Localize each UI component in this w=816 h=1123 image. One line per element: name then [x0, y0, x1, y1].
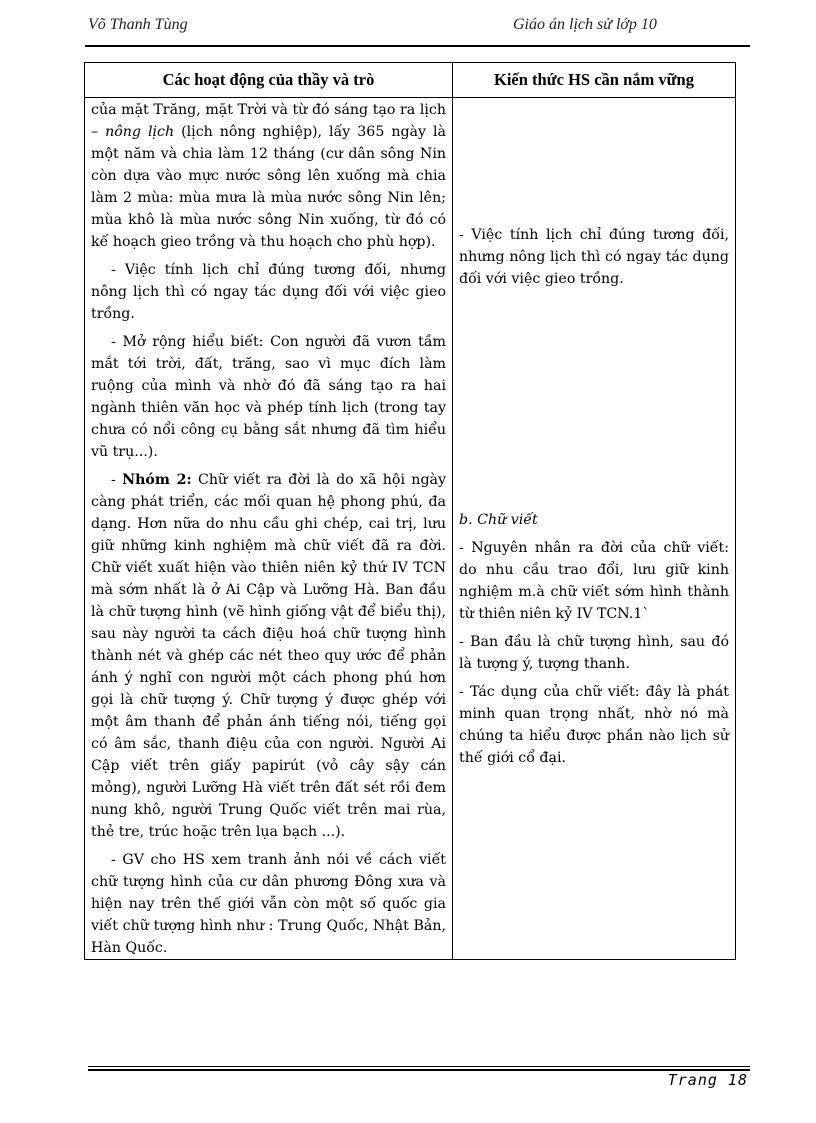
lesson-table	[84, 62, 736, 960]
col2-header: Kiến thức HS cần nắm vững	[453, 63, 736, 98]
teacher-activity-paragraph: - GV cho HS xem tranh ảnh nói về cách viết chữ tượng hình của cư dân phương Đông xưa và hiện nay trên thế giới vẫn còn một số quốc gia viết chữ tượng hình như : Trung Quốc, Nhật Bản, Hàn Quốc.	[91, 852, 446, 956]
header-subject: Giáo án lịch sử lớp 10	[513, 16, 657, 33]
nong-lich-term: nông lịch	[105, 124, 175, 140]
header-author: Võ Thanh Tùng	[88, 16, 188, 33]
knowledge-block-writing	[459, 509, 729, 769]
activities-cell	[85, 98, 453, 960]
text-span: -	[111, 472, 123, 488]
calendar-accuracy-paragraph: - Việc tính lịch chỉ đúng tương đối, nhưng nông lịch thì có ngay tác dụng đối với việc gieo trồng.	[91, 262, 446, 322]
text-span: Chữ viết ra đời là do xã hội ngày càng phát triển, các mối quan hệ phong phú, đa dạng. Hơn nữa do nhu cầu ghi chép, cai trị, lưu giữ những kinh nghiệm mà chữ viết đã ra đời. Chữ viết xuất hiện vào thiên niên kỷ thứ IV TCN mà sớm nhất là ở Ai Cập và Lưỡng Hà. Ban đầu là chữ tượng hình (vẽ hình giống vật để biểu thị), sau này người ta cách điệu hoá chữ tượng hình thành nét và ghép các nét theo quy ước để phản ánh ý nghĩ con người một cách phong phú hơn gọi là chữ tượng ý. Chữ tượng ý được ghép với một âm thanh để phản ánh tiếng nói, tiếng gọi có âm sắc, thanh điệu của con người. Người Ai Cập viết trên giấy papirút (vỏ cây sậy cán mỏng), người Lưỡng Hà viết trên đất sét rồi đem nung khô, người Trung Quốc viết trên mai rùa, thẻ tre, trúc hoặc trên lụa bạch ...).	[91, 472, 446, 840]
writing-origin: - Nguyên nhân ra đời của chữ viết: do nhu cầu trao đổi, lưu giữ kinh nghiệm m.à chữ viết sớm hình thành từ thiên niên kỷ IV TCN.1`	[459, 540, 729, 622]
knowledge-cell	[453, 98, 736, 960]
knowledge-block-calendar	[459, 224, 729, 290]
calendar-paragraph	[91, 99, 446, 253]
group-2-label: Nhóm 2:	[122, 472, 192, 488]
table-row	[85, 98, 736, 960]
table-header-row	[85, 63, 736, 98]
writing-types: - Ban đầu là chữ tượng hình, sau đó là tượng ý, tượng thanh.	[459, 634, 729, 672]
writing-effect: - Tác dụng của chữ viết: đây là phát minh quan trọng nhất, nhờ nó mà chúng ta hiểu được phần nào lịch sử thế giới cổ đại.	[459, 684, 729, 766]
col1-header: Các hoạt động của thầy và trò	[85, 63, 453, 98]
footer-rule	[88, 1066, 750, 1067]
group-2-paragraph	[91, 469, 446, 843]
footer-rule-thick	[88, 1069, 750, 1071]
page-number: Trang 18	[667, 1071, 748, 1089]
text-span: của mặt Trăng, mặt Trời và từ đó sáng tạo ra lịch –	[91, 102, 446, 140]
knowledge-calendar: - Việc tính lịch chỉ đúng tương đối, nhưng nông lịch thì có ngay tác dụng đối với việc gieo trồng.	[459, 227, 729, 287]
writing-heading: b. Chữ viết	[459, 512, 538, 528]
header-rule	[85, 45, 750, 47]
text-span: (lịch nông nghiệp), lấy 365 ngày là một năm và chia làm 12 tháng (cư dân sông Nin còn dựa vào mực nước sông lên xuống mà chia làm 2 mùa: mùa mưa là mùa nước sông Nin lên; mùa khô là mùa nước sông Nin xuống, từ đó có kế hoạch gieo trồng và thu hoạch cho phù hợp).	[91, 124, 446, 250]
knowledge-expansion-paragraph: - Mở rộng hiểu biết: Con người đã vươn tầm mắt tới trời, đất, trăng, sao vì mục đích làm ruộng của mình và nhờ đó đã sáng tạo ra hai ngành thiên văn học và phép tính lịch (trong tay chưa có nổi công cụ bằng sắt nhưng đã tìm hiểu vũ trụ...).	[91, 334, 446, 460]
